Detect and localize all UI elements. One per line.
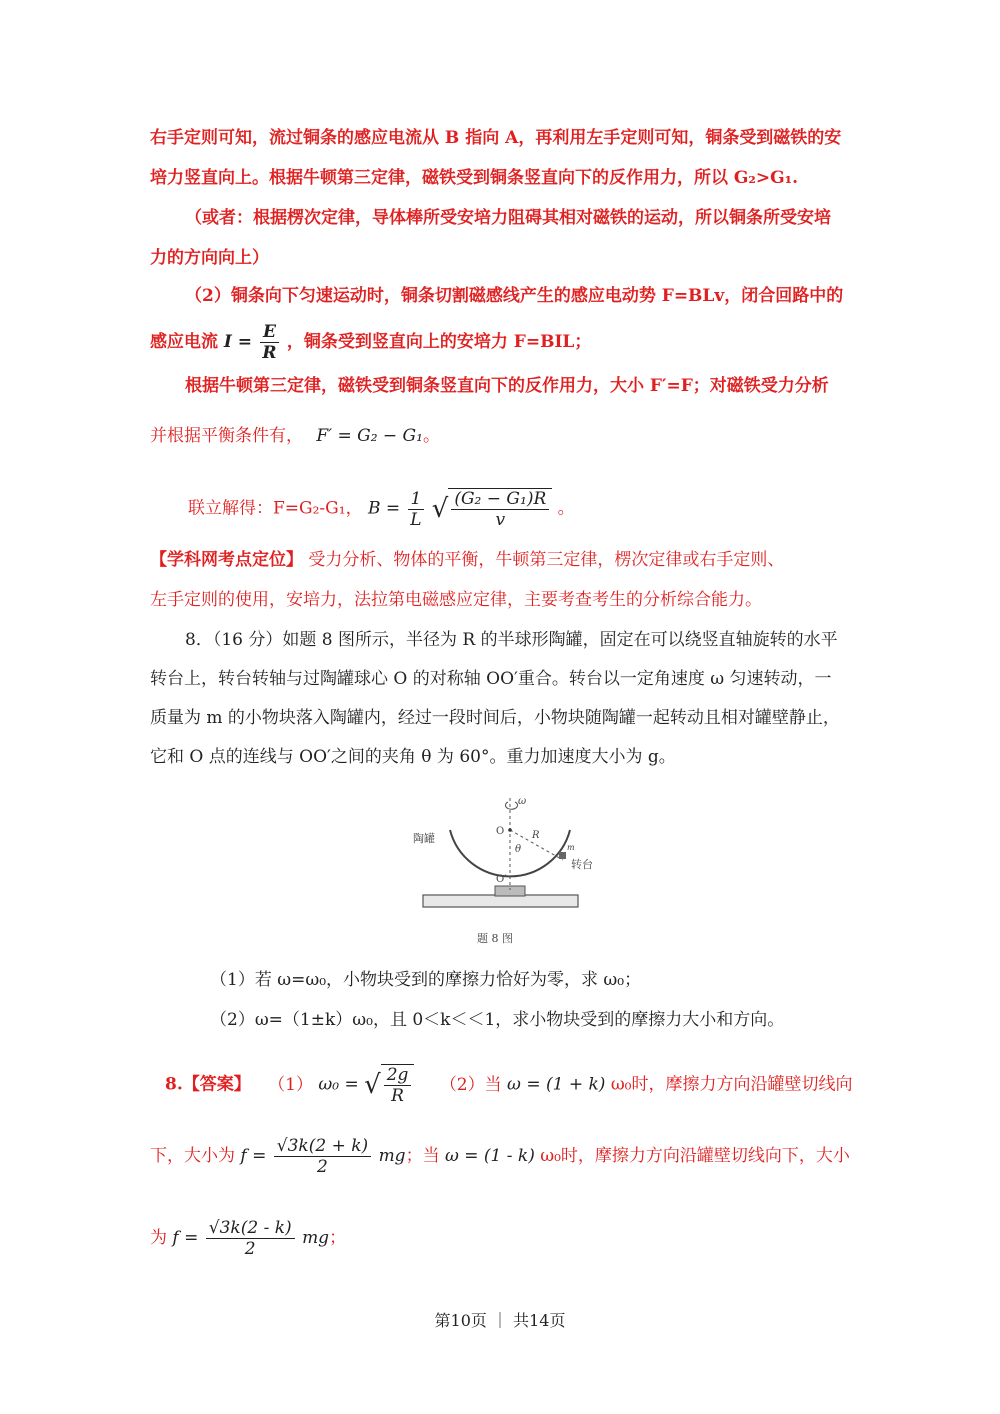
label-m: m <box>567 843 575 852</box>
para-3-text-post: ，铜条受到竖直向上的安培力 F=BIL； <box>286 332 592 352</box>
formula-b-period: 。 <box>557 498 575 519</box>
para-4-line-2: 并根据平衡条件有， F′ = G₂ − G₁。 <box>150 426 440 446</box>
answer-line-3 <box>150 1218 346 1259</box>
label-theta: θ <box>515 844 522 855</box>
formula-force-balance: F′ = G₂ − G₁ <box>316 426 423 446</box>
topic-tag: 【学科网考点定位】 <box>150 550 303 570</box>
answer-3-denominator: 2 <box>317 1157 328 1177</box>
answer-1-denominator: R <box>391 1086 404 1106</box>
answer-3-mg: mg <box>378 1146 406 1166</box>
answer-4-end: ； <box>329 1228 347 1248</box>
question-line-3: 质量为 m 的小物块落入陶罐内，经过一段时间后，小物块随陶罐一起转动且相对罐壁静止， <box>150 708 840 728</box>
para-4-text-pre: 并根据平衡条件有， <box>150 426 303 446</box>
answer-3-lhs: f = <box>240 1146 267 1166</box>
page-footer: 第10页 ｜ 共14页 <box>434 1311 566 1330</box>
para-1-line-1: 右手定则可知，流过铜条的感应电流从 B 指向 A，再利用左手定则可知，铜条受到磁铁的安 <box>150 128 842 148</box>
label-o: O <box>496 826 505 837</box>
answer-4-denominator: 2 <box>244 1239 256 1259</box>
para-3-line-1: （2）铜条向下匀速运动时，铜条切割磁感线产生的感应电动势 F=BLv，闭合回路中的 <box>185 286 844 306</box>
label-omega: ω <box>518 796 527 807</box>
formula-b-numerator: 1 <box>408 489 425 510</box>
label-turntable: 转台 <box>571 858 593 871</box>
answer-2-condition: ω = (1 + k) <box>507 1074 606 1095</box>
para-6-line-2: 左手定则的使用，安培力，法拉第电磁感应定律，主要考查考生的分析综合能力。 <box>150 590 762 610</box>
para-2-line-2: 力的方向向上） <box>150 248 269 268</box>
answer-1-pre: （1） <box>268 1074 313 1095</box>
answer-3-condition: ω = (1 - k) <box>444 1146 535 1166</box>
answer-3-numerator: √3k(2 + k) <box>274 1136 371 1157</box>
label-o-prime: O′ <box>496 874 507 885</box>
para-3-text-pre: 感应电流 <box>150 332 218 352</box>
formula-b-lhs: B = <box>367 498 401 519</box>
answer-1-radical: √ $\frac{2g}{R}$ <box>364 1064 414 1106</box>
answer-4-fraction <box>206 1218 295 1259</box>
turntable-shape <box>423 895 578 907</box>
label-jar: 陶罐 <box>413 832 435 845</box>
subquestion-1: （1）若 ω=ω₀，小物块受到的摩擦力恰好为零，求 ω₀； <box>210 970 642 990</box>
formula-b-denominator: L <box>410 509 422 530</box>
para-5-text-pre: 联立解得：F=G₂-G₁， <box>188 498 363 519</box>
answer-4-numerator: √3k(2 - k) <box>206 1218 295 1239</box>
rotation-arrow-icon <box>506 802 518 809</box>
answer-4-lhs: f = <box>172 1228 199 1248</box>
label-r: R <box>532 830 540 841</box>
answer-4-pre: 为 <box>150 1228 167 1248</box>
figure-8-diagram <box>395 790 595 955</box>
formula-i-lhs: I = <box>223 332 253 352</box>
question-line-1: 8．（16 分）如题 8 图所示，半径为 R 的半球形陶罐，固定在可以绕竖直轴旋转的水平 <box>185 630 838 650</box>
answer-2-text: ω₀时，摩擦力方向沿罐壁切线向 <box>610 1074 853 1095</box>
subquestion-2: （2）ω=（1±k）ω₀，且 0＜k＜＜1，求小物块受到的摩擦力大小和方向。 <box>210 1010 785 1030</box>
question-line-2: 转台上，转台转轴与过陶罐球心 O 的对称轴 OO′重合。转台以一定角速度 ω 匀速转动，一 <box>150 669 832 689</box>
para-1-line-2: 培力竖直向上。根据牛顿第三定律，磁铁受到铜条竖直向下的反作用力，所以 G₂>G₁. <box>150 168 799 188</box>
formula-b-radical: √ $\frac{\text{(G₂ − G₁)R}}{v}$ <box>432 488 552 530</box>
answer-tag: 8.【答案】 <box>165 1074 251 1095</box>
para-4-line-1: 根据牛顿第三定律，磁铁受到铜条竖直向下的反作用力，大小 F′=F；对磁铁受力分析 <box>185 376 829 396</box>
answer-3-mid: ；当 <box>405 1146 440 1166</box>
formula-i-denominator: R <box>262 343 277 363</box>
answer-4-mg: mg <box>302 1228 330 1248</box>
small-block <box>559 852 566 859</box>
answer-3-pre: 下，大小为 <box>150 1146 235 1166</box>
answer-3-fraction <box>274 1136 371 1177</box>
para-2-line-1: （或者：根据楞次定律，导体棒所受安培力阻碍其相对磁铁的运动，所以铜条所受安培 <box>185 208 831 228</box>
answer-1-lhs: ω₀ = <box>318 1074 359 1095</box>
answer-2-pre: （2）当 <box>439 1074 502 1095</box>
answer-line-1 <box>165 1064 853 1106</box>
jar-base <box>495 886 525 896</box>
answer-line-2 <box>150 1136 850 1177</box>
para-6-line-1 <box>150 548 784 572</box>
question-line-4: 它和 O 点的连线与 OO′之间的夹角 θ 为 60°。重力加速度大小为 g。 <box>150 747 676 767</box>
figure-caption: 题 8 图 <box>477 932 513 945</box>
para-5-line <box>188 488 575 530</box>
formula-i-fraction <box>260 322 279 363</box>
formula-i-numerator: E <box>260 322 279 343</box>
answer-1-numerator: 2g <box>384 1065 412 1086</box>
topic-text-1: 受力分析、物体的平衡，牛顿第三定律，楞次定律或右手定则、 <box>303 550 785 570</box>
answer-3-text: ω₀时，摩擦力方向沿罐壁切线向下，大小 <box>540 1146 850 1166</box>
formula-b-radical-numerator: (G₂ − G₁)R <box>451 489 549 510</box>
formula-b-fraction <box>408 489 425 530</box>
para-3-line-2 <box>150 322 591 363</box>
formula-b-radical-denominator: v <box>495 510 506 530</box>
center-point <box>508 828 512 832</box>
